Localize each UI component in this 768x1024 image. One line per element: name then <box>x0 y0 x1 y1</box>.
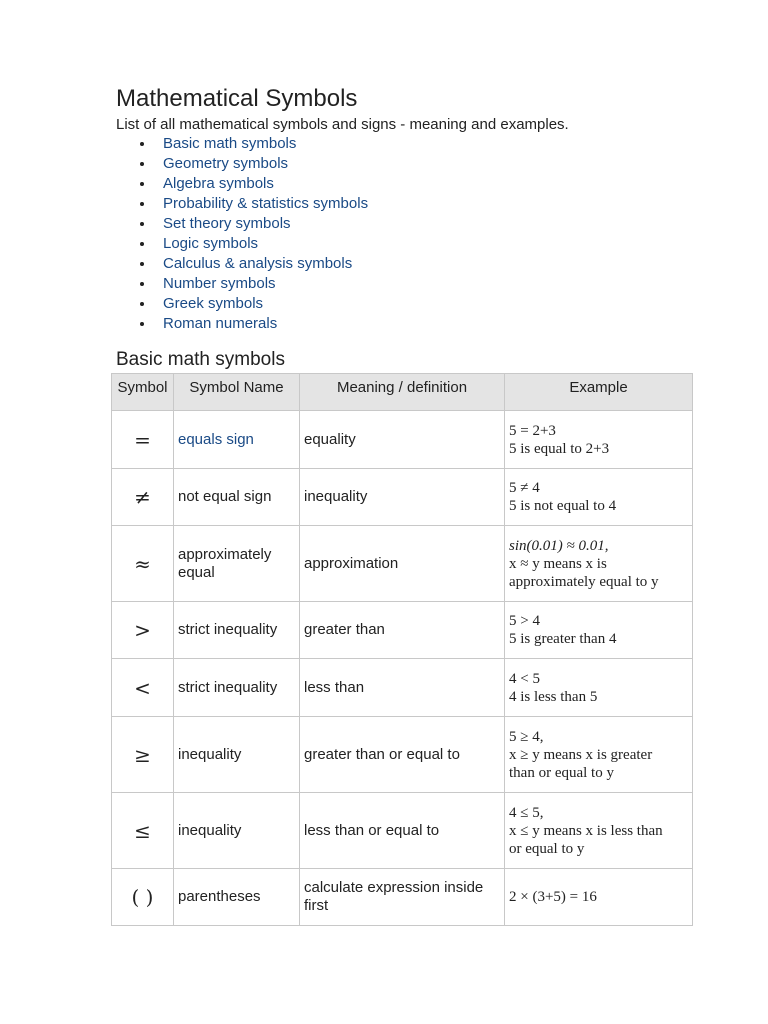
symbol-name-cell: parentheses <box>174 869 300 926</box>
symbol-name-cell: approximately equal <box>174 526 300 602</box>
bullet-icon <box>140 202 144 206</box>
list-item <box>116 154 368 174</box>
bullet-icon <box>140 282 144 286</box>
symbols-table <box>111 373 693 926</box>
topic-list <box>116 134 368 334</box>
topic-link-roman-numerals[interactable]: Roman numerals <box>163 315 278 332</box>
example-line: 5 ≥ 4, <box>509 728 544 745</box>
bullet-icon <box>140 182 144 186</box>
symbol-cell: ≥ <box>112 717 174 793</box>
example-line: 5 is greater than 4 <box>509 631 617 647</box>
example-line: 2 × (3+5) = 16 <box>509 889 597 905</box>
symbol-cell: ≈ <box>112 526 174 602</box>
example-cell <box>505 659 693 717</box>
list-item <box>116 174 368 194</box>
example-cell <box>505 793 693 869</box>
list-item <box>116 294 368 314</box>
meaning-cell: less than or equal to <box>300 793 505 869</box>
table-header-row <box>112 374 693 411</box>
table-row <box>112 411 693 469</box>
list-item <box>116 274 368 294</box>
topic-link-calculus-analysis[interactable]: Calculus & analysis symbols <box>163 255 353 272</box>
bullet-icon <box>140 262 144 266</box>
example-cell <box>505 869 693 926</box>
example-line: 5 is equal to 2+3 <box>509 440 610 457</box>
example-line: or equal to y <box>509 840 585 857</box>
example-line: sin(0.01) ≈ 0.01, <box>509 537 609 554</box>
bullet-icon <box>140 302 144 306</box>
example-cell <box>505 411 693 469</box>
list-item <box>116 314 368 334</box>
bullet-icon <box>140 162 144 166</box>
symbol-name-cell <box>174 411 300 469</box>
symbol-name-link[interactable]: equals sign <box>178 430 254 448</box>
topic-link-basic-math[interactable]: Basic math symbols <box>163 135 297 152</box>
header-example: Example <box>505 374 693 411</box>
meaning-cell: equality <box>300 411 505 469</box>
example-line: x ≤ y means x is less than <box>509 822 663 839</box>
table-row <box>112 717 693 793</box>
example-line: 4 ≤ 5, <box>509 804 544 821</box>
topic-link-geometry[interactable]: Geometry symbols <box>163 155 289 172</box>
symbol-cell: ≠ <box>112 469 174 526</box>
example-cell <box>505 602 693 659</box>
topic-link-probability-statistics[interactable]: Probability & statistics symbols <box>163 195 369 212</box>
section-title: Basic math symbols <box>116 349 285 370</box>
header-meaning: Meaning / definition <box>300 374 505 411</box>
example-line: 5 is not equal to 4 <box>509 498 617 514</box>
list-item <box>116 194 368 214</box>
topic-link-algebra[interactable]: Algebra symbols <box>163 175 274 192</box>
symbol-name-cell: not equal sign <box>174 469 300 526</box>
header-symbol-name: Symbol Name <box>174 374 300 411</box>
symbol-cell: ( ) <box>112 869 174 926</box>
symbol-cell: = <box>112 411 174 469</box>
header-symbol: Symbol <box>112 374 174 411</box>
symbol-name-cell: strict inequality <box>174 659 300 717</box>
symbol-name-cell: strict inequality <box>174 602 300 659</box>
topic-link-set-theory[interactable]: Set theory symbols <box>163 215 291 232</box>
bullet-icon <box>140 322 144 326</box>
page-title: Mathematical Symbols <box>116 85 358 112</box>
symbol-name-cell: inequality <box>174 793 300 869</box>
example-line: x ≈ y means x is <box>509 555 607 572</box>
bullet-icon <box>140 242 144 246</box>
symbol-cell: > <box>112 602 174 659</box>
table-row <box>112 526 693 602</box>
meaning-cell: calculate expression inside first <box>300 869 505 926</box>
bullet-icon <box>140 222 144 226</box>
topic-link-greek[interactable]: Greek symbols <box>163 295 264 312</box>
example-line: 4 is less than 5 <box>509 688 598 705</box>
list-item <box>116 134 368 154</box>
table-row <box>112 469 693 526</box>
meaning-cell: inequality <box>300 469 505 526</box>
symbol-name-cell: inequality <box>174 717 300 793</box>
topic-link-logic[interactable]: Logic symbols <box>163 235 259 252</box>
table-row <box>112 793 693 869</box>
topic-link-number[interactable]: Number symbols <box>163 275 276 292</box>
page-intro: List of all mathematical symbols and signs - meaning and examples. <box>116 116 569 133</box>
example-line: x ≥ y means x is greater <box>509 746 653 763</box>
table-row <box>112 659 693 717</box>
example-cell <box>505 469 693 526</box>
example-cell <box>505 717 693 793</box>
meaning-cell: greater than or equal to <box>300 717 505 793</box>
meaning-cell: less than <box>300 659 505 717</box>
example-line: 5 ≠ 4 <box>509 480 540 496</box>
example-cell <box>505 526 693 602</box>
bullet-icon <box>140 142 144 146</box>
meaning-cell: approximation <box>300 526 505 602</box>
list-item <box>116 254 368 274</box>
example-line: approximately equal to y <box>509 573 659 590</box>
symbol-cell: < <box>112 659 174 717</box>
table-row <box>112 869 693 926</box>
list-item <box>116 234 368 254</box>
example-line: than or equal to y <box>509 764 614 781</box>
example-line: 5 > 4 <box>509 613 540 629</box>
symbol-cell: ≤ <box>112 793 174 869</box>
example-line: 4 < 5 <box>509 670 540 687</box>
example-line: 5 = 2+3 <box>509 422 556 439</box>
table-row <box>112 602 693 659</box>
meaning-cell: greater than <box>300 602 505 659</box>
list-item <box>116 214 368 234</box>
